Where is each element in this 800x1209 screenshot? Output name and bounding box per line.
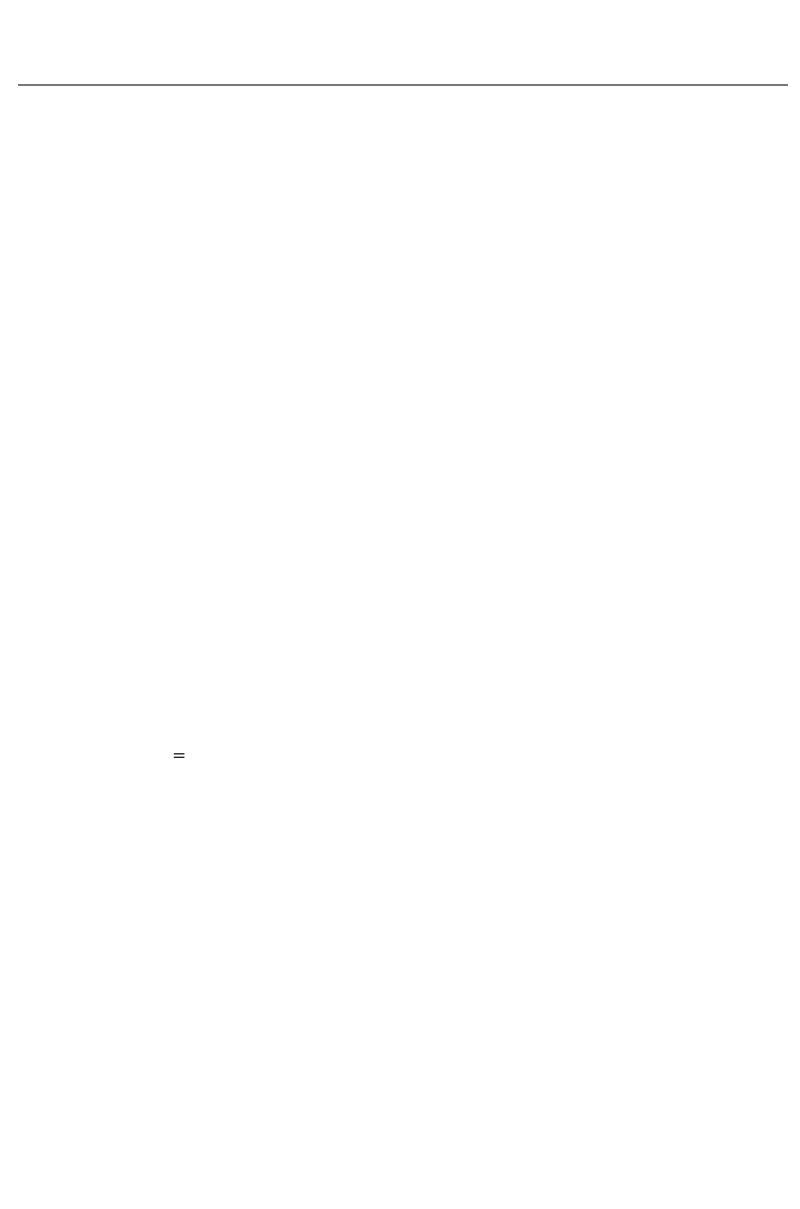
header-rule	[18, 84, 788, 86]
page-header	[0, 0, 800, 80]
list-item: =	[172, 746, 187, 766]
